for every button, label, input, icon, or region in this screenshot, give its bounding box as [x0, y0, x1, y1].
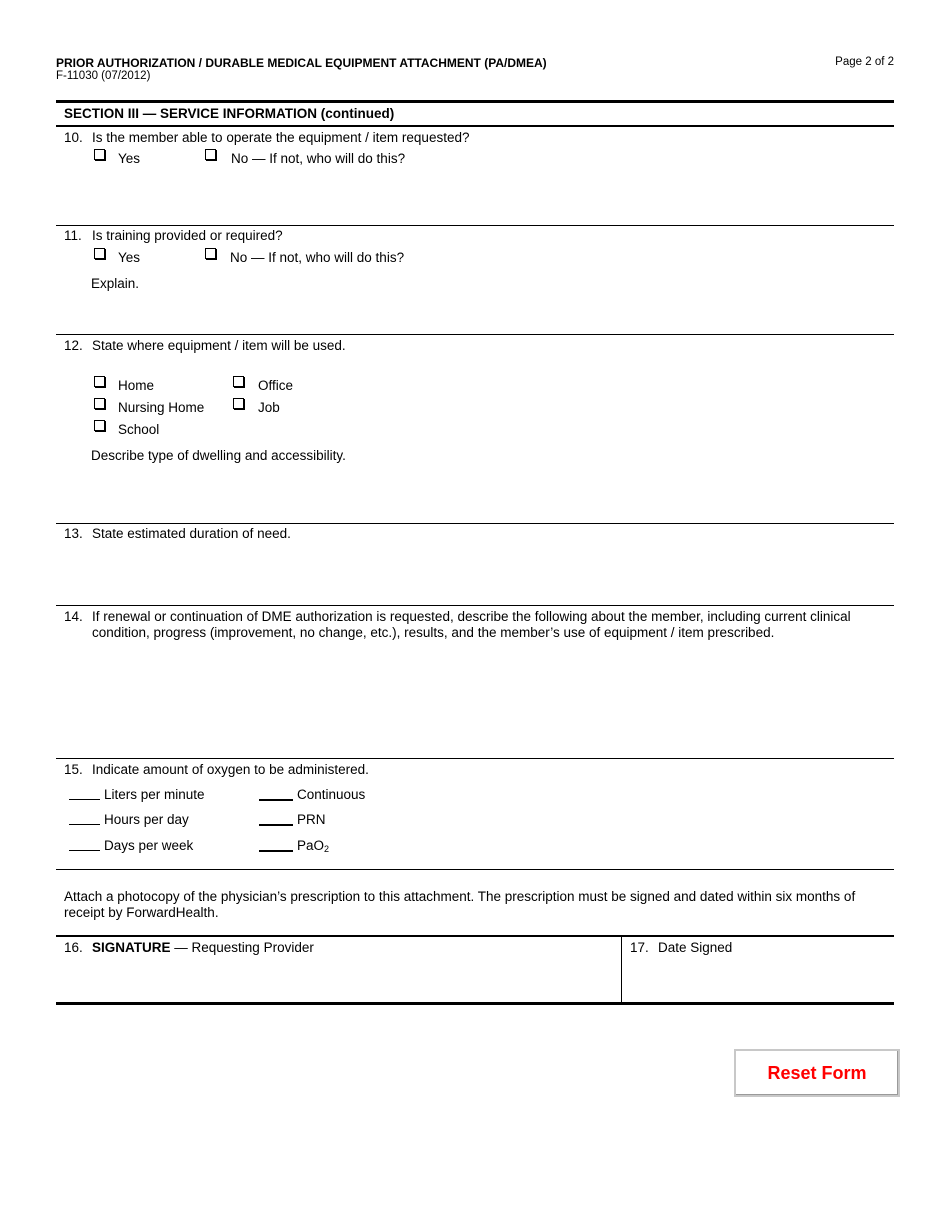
q12-job-checkbox[interactable] [233, 398, 244, 409]
q12-number: 12. [64, 338, 83, 353]
q11-yes-label: Yes [118, 250, 141, 265]
days-blank[interactable] [69, 850, 100, 851]
divider [56, 605, 894, 606]
q10-no-checkbox[interactable] [205, 149, 216, 160]
q12-nursing-home-label: Nursing Home [118, 400, 205, 415]
q12-home-checkbox[interactable] [94, 376, 105, 387]
q12-school-checkbox[interactable] [94, 420, 105, 431]
q10-question: Is the member able to operate the equipment / item requested? [92, 130, 470, 145]
q10-yes-label: Yes [118, 151, 141, 166]
q13-number: 13. [64, 526, 83, 541]
hours-label: Hours per day [104, 812, 189, 827]
pao2-blank[interactable] [259, 850, 293, 852]
reset-form-button[interactable]: Reset Form [734, 1049, 900, 1097]
signature-top-rule [56, 935, 894, 937]
q12-school-label: School [118, 422, 160, 437]
q12-nursing-home-checkbox[interactable] [94, 398, 105, 409]
q17-number: 17. [630, 940, 649, 955]
divider [56, 523, 894, 524]
q15-question: Indicate amount of oxygen to be administered. [92, 762, 369, 777]
signature-label [92, 940, 314, 956]
section-bottom-rule [56, 125, 894, 127]
continuous-blank[interactable] [259, 799, 293, 801]
signature-field[interactable] [60, 958, 618, 1000]
q14-question: If renewal or continuation of DME authorization is requested, describe the following about the member, including current clinical condition, progress (improvement, no change, etc.), results, and the member’s use of equipment / item prescribed. [92, 609, 851, 640]
hours-blank[interactable] [69, 824, 100, 825]
q10-number: 10. [64, 130, 83, 145]
q11-explain-label: Explain. [91, 276, 140, 291]
q11-no-label: No — If not, who will do this? [230, 250, 405, 265]
date-signed-label: Date Signed [658, 940, 733, 955]
signature-rest: — Requesting Provider [170, 940, 314, 955]
signature-bold: SIGNATURE [92, 940, 171, 955]
section-title: SECTION III — SERVICE INFORMATION (continued) [64, 106, 395, 121]
section-top-rule [56, 100, 894, 103]
date-signed-field[interactable] [626, 958, 890, 1000]
q12-office-label: Office [258, 378, 294, 393]
pao2-subscript: 2 [324, 844, 330, 854]
liters-label: Liters per minute [104, 787, 205, 802]
days-label: Days per week [104, 838, 194, 853]
divider [56, 225, 894, 226]
q13-question: State estimated duration of need. [92, 526, 291, 541]
q12-describe-label: Describe type of dwelling and accessibility. [91, 448, 346, 463]
q14-number: 14. [64, 609, 83, 624]
form-title: PRIOR AUTHORIZATION / DURABLE MEDICAL EQUIPMENT ATTACHMENT (PA/DMEA) [56, 56, 547, 70]
pao2-label [297, 838, 329, 854]
attach-note: Attach a photocopy of the physician’s prescription to this attachment. The prescription must be signed and dated within six months of receipt by ForwardHealth. [64, 889, 856, 920]
signature-bottom-rule [56, 1002, 894, 1005]
form-id: F-11030 (07/2012) [56, 70, 151, 82]
signature-divider [621, 936, 622, 1003]
q15-number: 15. [64, 762, 83, 777]
q16-number: 16. [64, 940, 83, 955]
liters-blank[interactable] [69, 799, 100, 800]
q10-yes-checkbox[interactable] [94, 149, 105, 160]
divider [56, 869, 894, 870]
prn-label: PRN [297, 812, 326, 827]
q11-yes-checkbox[interactable] [94, 248, 105, 259]
page-number: Page 2 of 2 [835, 56, 894, 68]
q12-question: State where equipment / item will be used. [92, 338, 346, 353]
q12-office-checkbox[interactable] [233, 376, 244, 387]
divider [56, 334, 894, 335]
pao2-base: PaO [297, 838, 325, 853]
q11-number: 11. [64, 228, 82, 243]
q10-no-label: No — If not, who will do this? [231, 151, 406, 166]
q12-home-label: Home [118, 378, 155, 393]
divider [56, 758, 894, 759]
q12-job-label: Job [258, 400, 280, 415]
q11-question: Is training provided or required? [92, 228, 283, 243]
q11-no-checkbox[interactable] [205, 248, 216, 259]
continuous-label: Continuous [297, 787, 366, 802]
prn-blank[interactable] [259, 824, 293, 826]
